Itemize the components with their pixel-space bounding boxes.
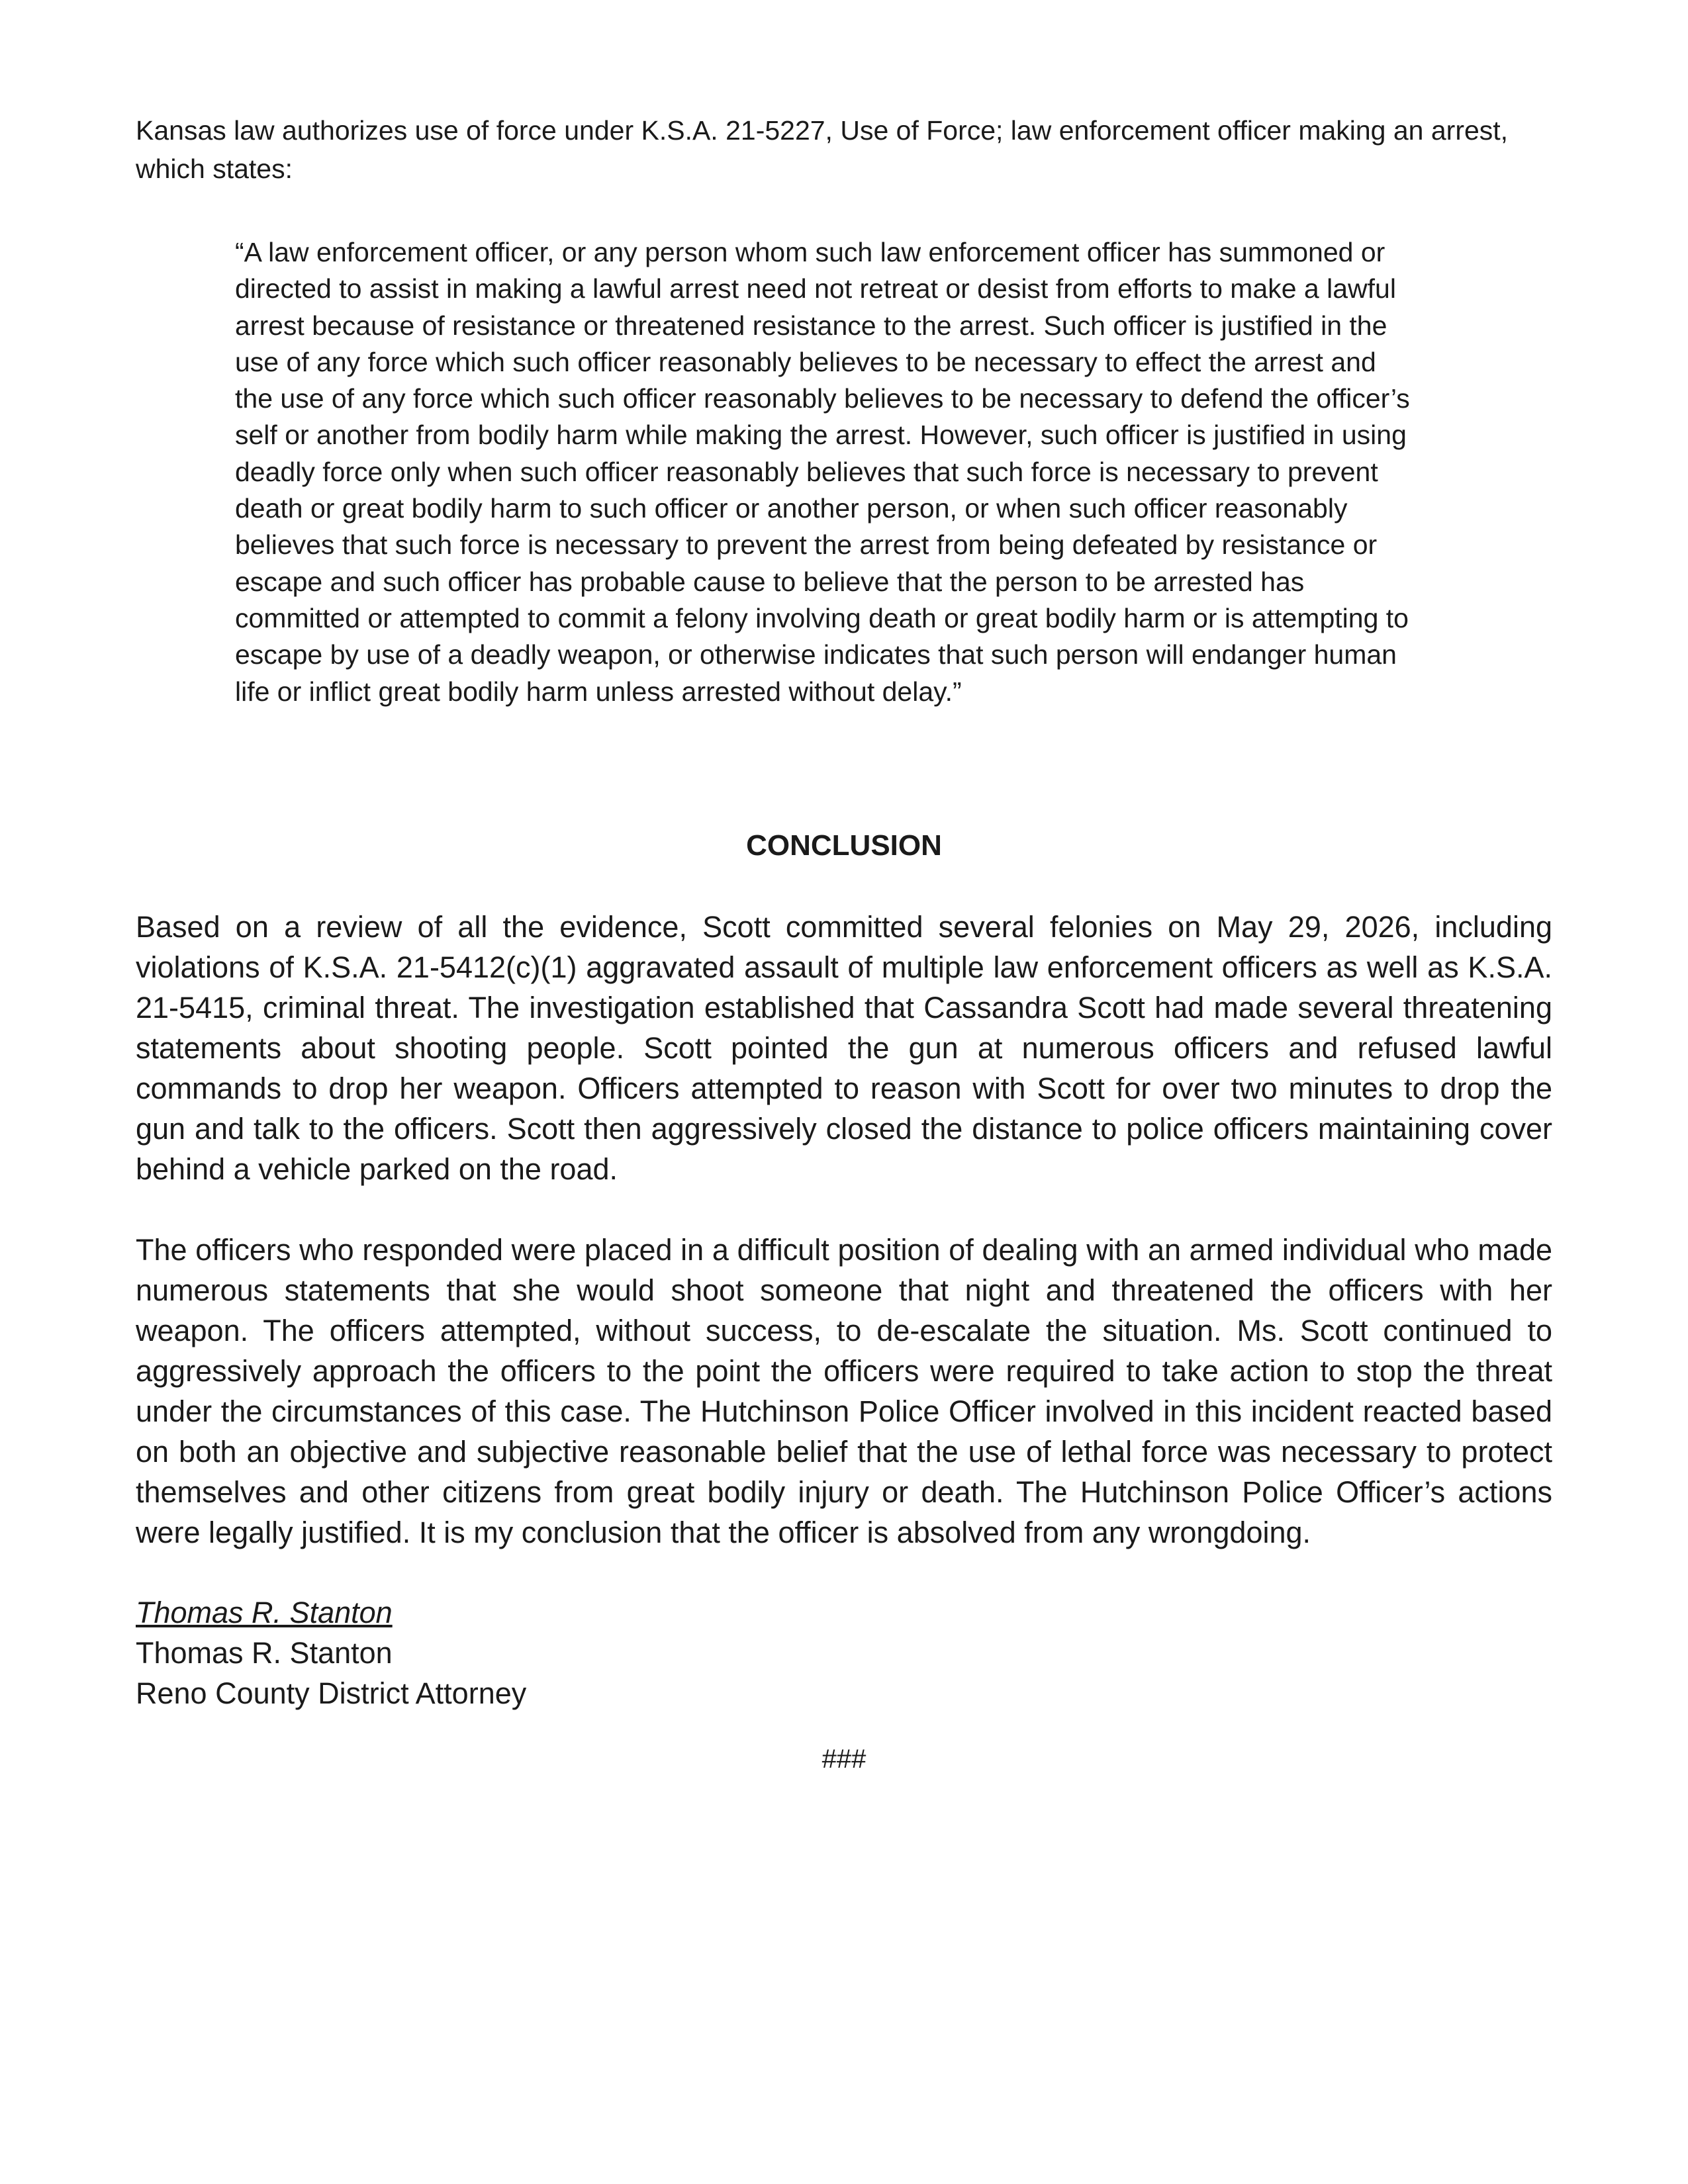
section-heading: CONCLUSION bbox=[746, 829, 942, 862]
conclusion-paragraph-2: The officers who responded were placed in a difficult position of dealing with an armed individual who made numerous statements that she would shoot someone that night and threatened the officers with her weapon. The officers attempted, without success, to de-escalate the situation. Ms. Scott continued to aggressively approach the officers to the point the officers were required to take action to stop the threat under the circumstances of this case. The Hutchinson Police Officer involved in this incident reacted based on both an objective and subjective reasonable belief that the use of lethal force was necessary to protect themselves and other citizens from great bodily injury or death. The Hutchinson Police Officer’s actions were legally justified. It is my conclusion that the officer is absolved from any wrongdoing. bbox=[136, 1233, 1552, 1549]
signer-name: Thomas R. Stanton bbox=[136, 1636, 393, 1670]
signer-title: Reno County District Attorney bbox=[136, 1676, 527, 1710]
statute-quote: “A law enforcement officer, or any person whom such law enforcement officer has summoned or directed to assist in making a lawful arrest need not retreat or desist from efforts to make a lawful arrest because of resistance or threatened resistance to the arrest. Such officer is justified in the use of any force which such officer reasonably believes to be necessary to effect the arrest and the use of any force which such officer reasonably believes to be necessary to defend the officer’s self or another from bodily harm while making the arrest. However, such officer is justified in using deadly force only when such officer reasonably believes that such force is necessary to prevent death or great bodily harm to such officer or another person, or when such officer reasonably believes that such force is necessary to prevent the arrest from being defeated by resistance or escape and such officer has probable cause to believe that the person to be arrested has committed or attempted to commit a felony involving death or great bodily harm or is attempting to escape by use of a deadly weapon, or otherwise indicates that such person will endanger human life or inflict great bodily harm unless arrested without delay.” bbox=[235, 237, 1410, 707]
signature: Thomas R. Stanton bbox=[136, 1596, 393, 1629]
conclusion-paragraph-1: Based on a review of all the evidence, Scott committed several felonies on May 29, 2026, including violations of K.S.A. 21-5412(c)(1) aggravated assault of multiple law enforcement officers as well as K.S.A. 21-5415, criminal threat. The investigation established that Cassandra Scott had made several threatening statements about shooting people. Scott pointed the gun at numerous officers and refused lawful commands to drop her weapon. Officers attempted to reason with Scott for over two minutes to drop the gun and talk to the officers. Scott then aggressively closed the distance to police officers maintaining cover behind a vehicle parked on the road. bbox=[136, 910, 1552, 1186]
intro-paragraph: Kansas law authorizes use of force under K.S.A. 21-5227, Use of Force; law enforcement officer making an arrest, which states: bbox=[136, 115, 1509, 184]
end-mark: ### bbox=[821, 1745, 867, 1774]
